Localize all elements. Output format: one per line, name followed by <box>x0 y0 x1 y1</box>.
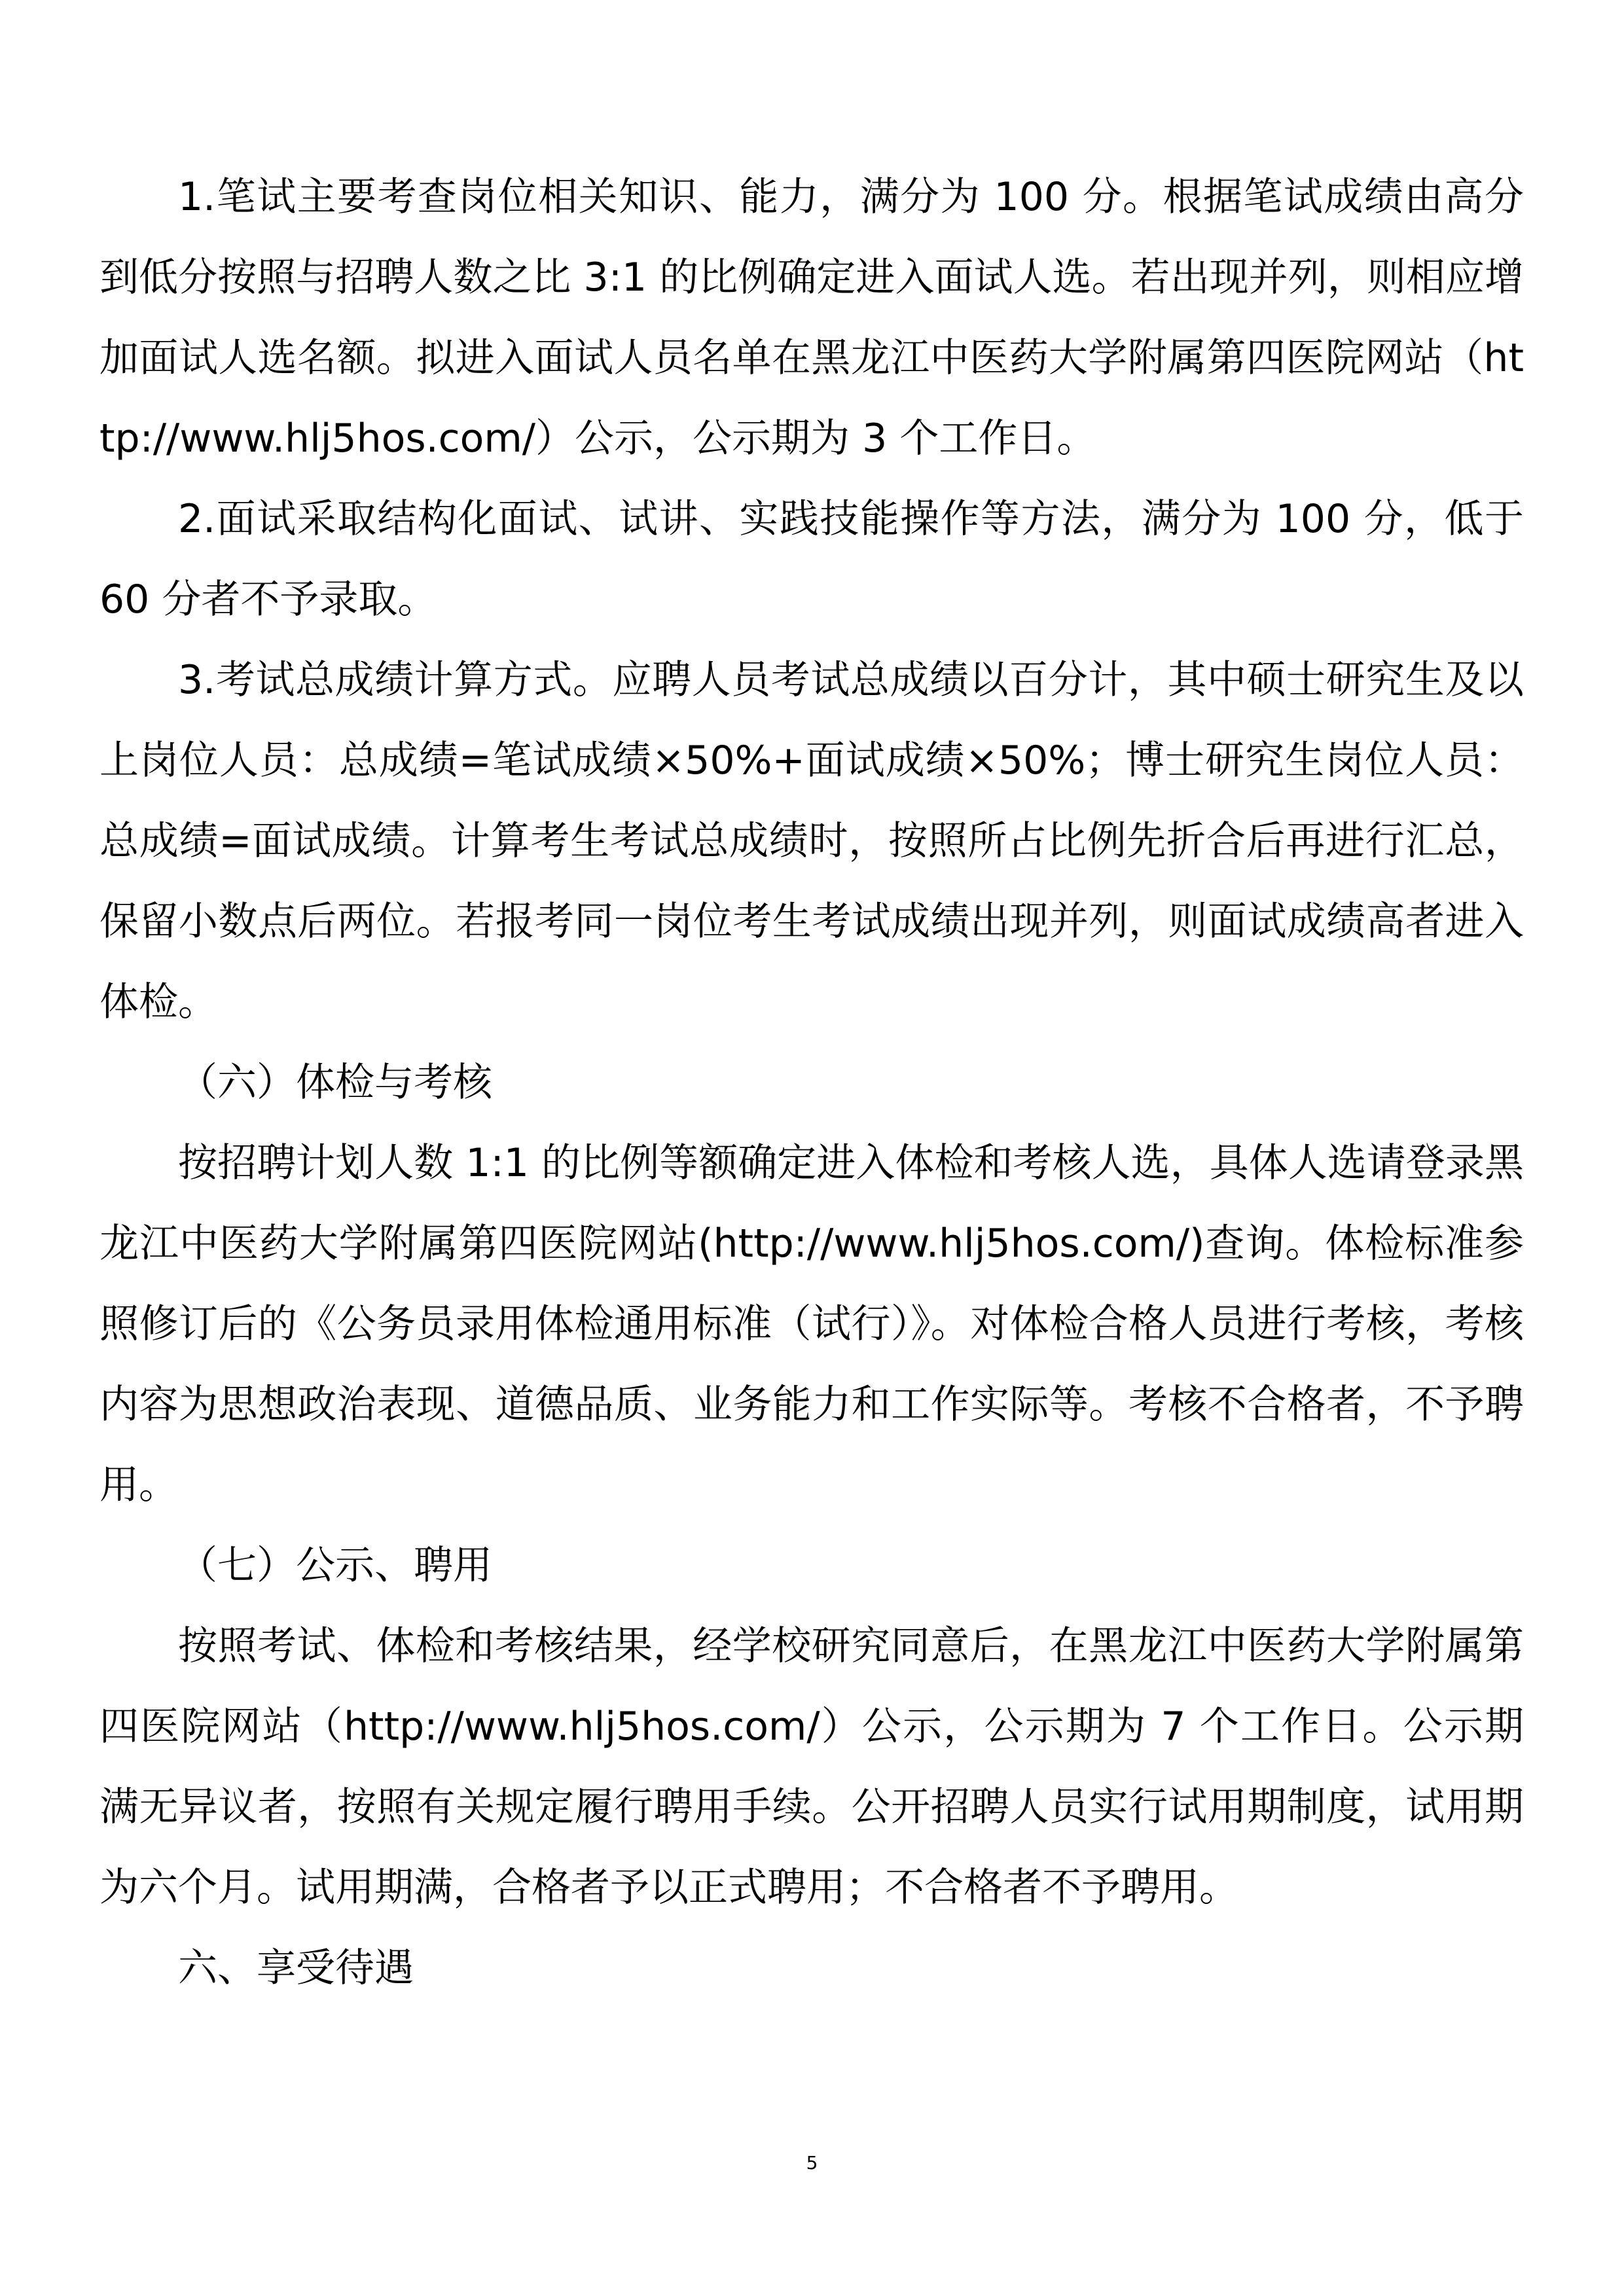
document-body <box>99 157 1524 2009</box>
section-heading-benefits: 六、享受待遇 <box>178 1945 414 1991</box>
section-heading-publicity: （七）公示、聘用 <box>178 1543 492 1588</box>
paragraph-total-score: 3.考试总成绩计算方式。应聘人员考试总成绩以百分计，其中硕士研究生及以上岗位人员：总成绩=笔试成绩×50%+面试成绩×50%；博士研究生岗位人员：总成绩=面试成绩。计算考生考试总成绩时，按照所占比例先折合后再进行汇总，保留小数点后两位。若报考同一岗位考生考试成绩出现并列，则面试成绩高者进入体检。 <box>99 657 1524 1025</box>
paragraph-written-exam: 1.笔试主要考查岗位相关知识、能力，满分为 100 分。根据笔试成绩由高分到低分按照与招聘人数之比 3:1 的比例确定进入面试人选。若出现并列，则相应增加面试人选名额。拟进入面试人员名单在黑龙江中医药大学附属第四医院网站（http://www.hlj5hos.com/）公示，公示期为 3 个工作日。 <box>99 174 1524 461</box>
paragraph-publicity: 按照考试、体检和考核结果，经学校研究同意后，在黑龙江中医药大学附属第四医院网站（http://www.hlj5hos.com/）公示，公示期为 7 个工作日。公示期满无异议者，按照有关规定履行聘用手续。公开招聘人员实行试用期制度，试用期为六个月。试用期满，合格者予以正式聘用；不合格者不予聘用。 <box>99 1623 1524 1910</box>
paragraph-interview: 2.面试采取结构化面试、试讲、实践技能操作等方法，满分为 100 分，低于 60 分者不予录取。 <box>99 496 1524 622</box>
section-heading-physical-exam: （六）体检与考核 <box>178 1060 492 1105</box>
paragraph-physical-exam: 按招聘计划人数 1:1 的比例等额确定进入体检和考核人选，具体人选请登录黑龙江中医药大学附属第四医院网站(http://www.hlj5hos.com/)查询。体检标准参照修订后的《公务员录用体检通用标准（试行）》。对体检合格人员进行考核，考核内容为思想政治表现、道德品质、业务能力和工作实际等。考核不合格者，不予聘用。 <box>99 1140 1524 1508</box>
page-number: 5 <box>806 2152 818 2174</box>
